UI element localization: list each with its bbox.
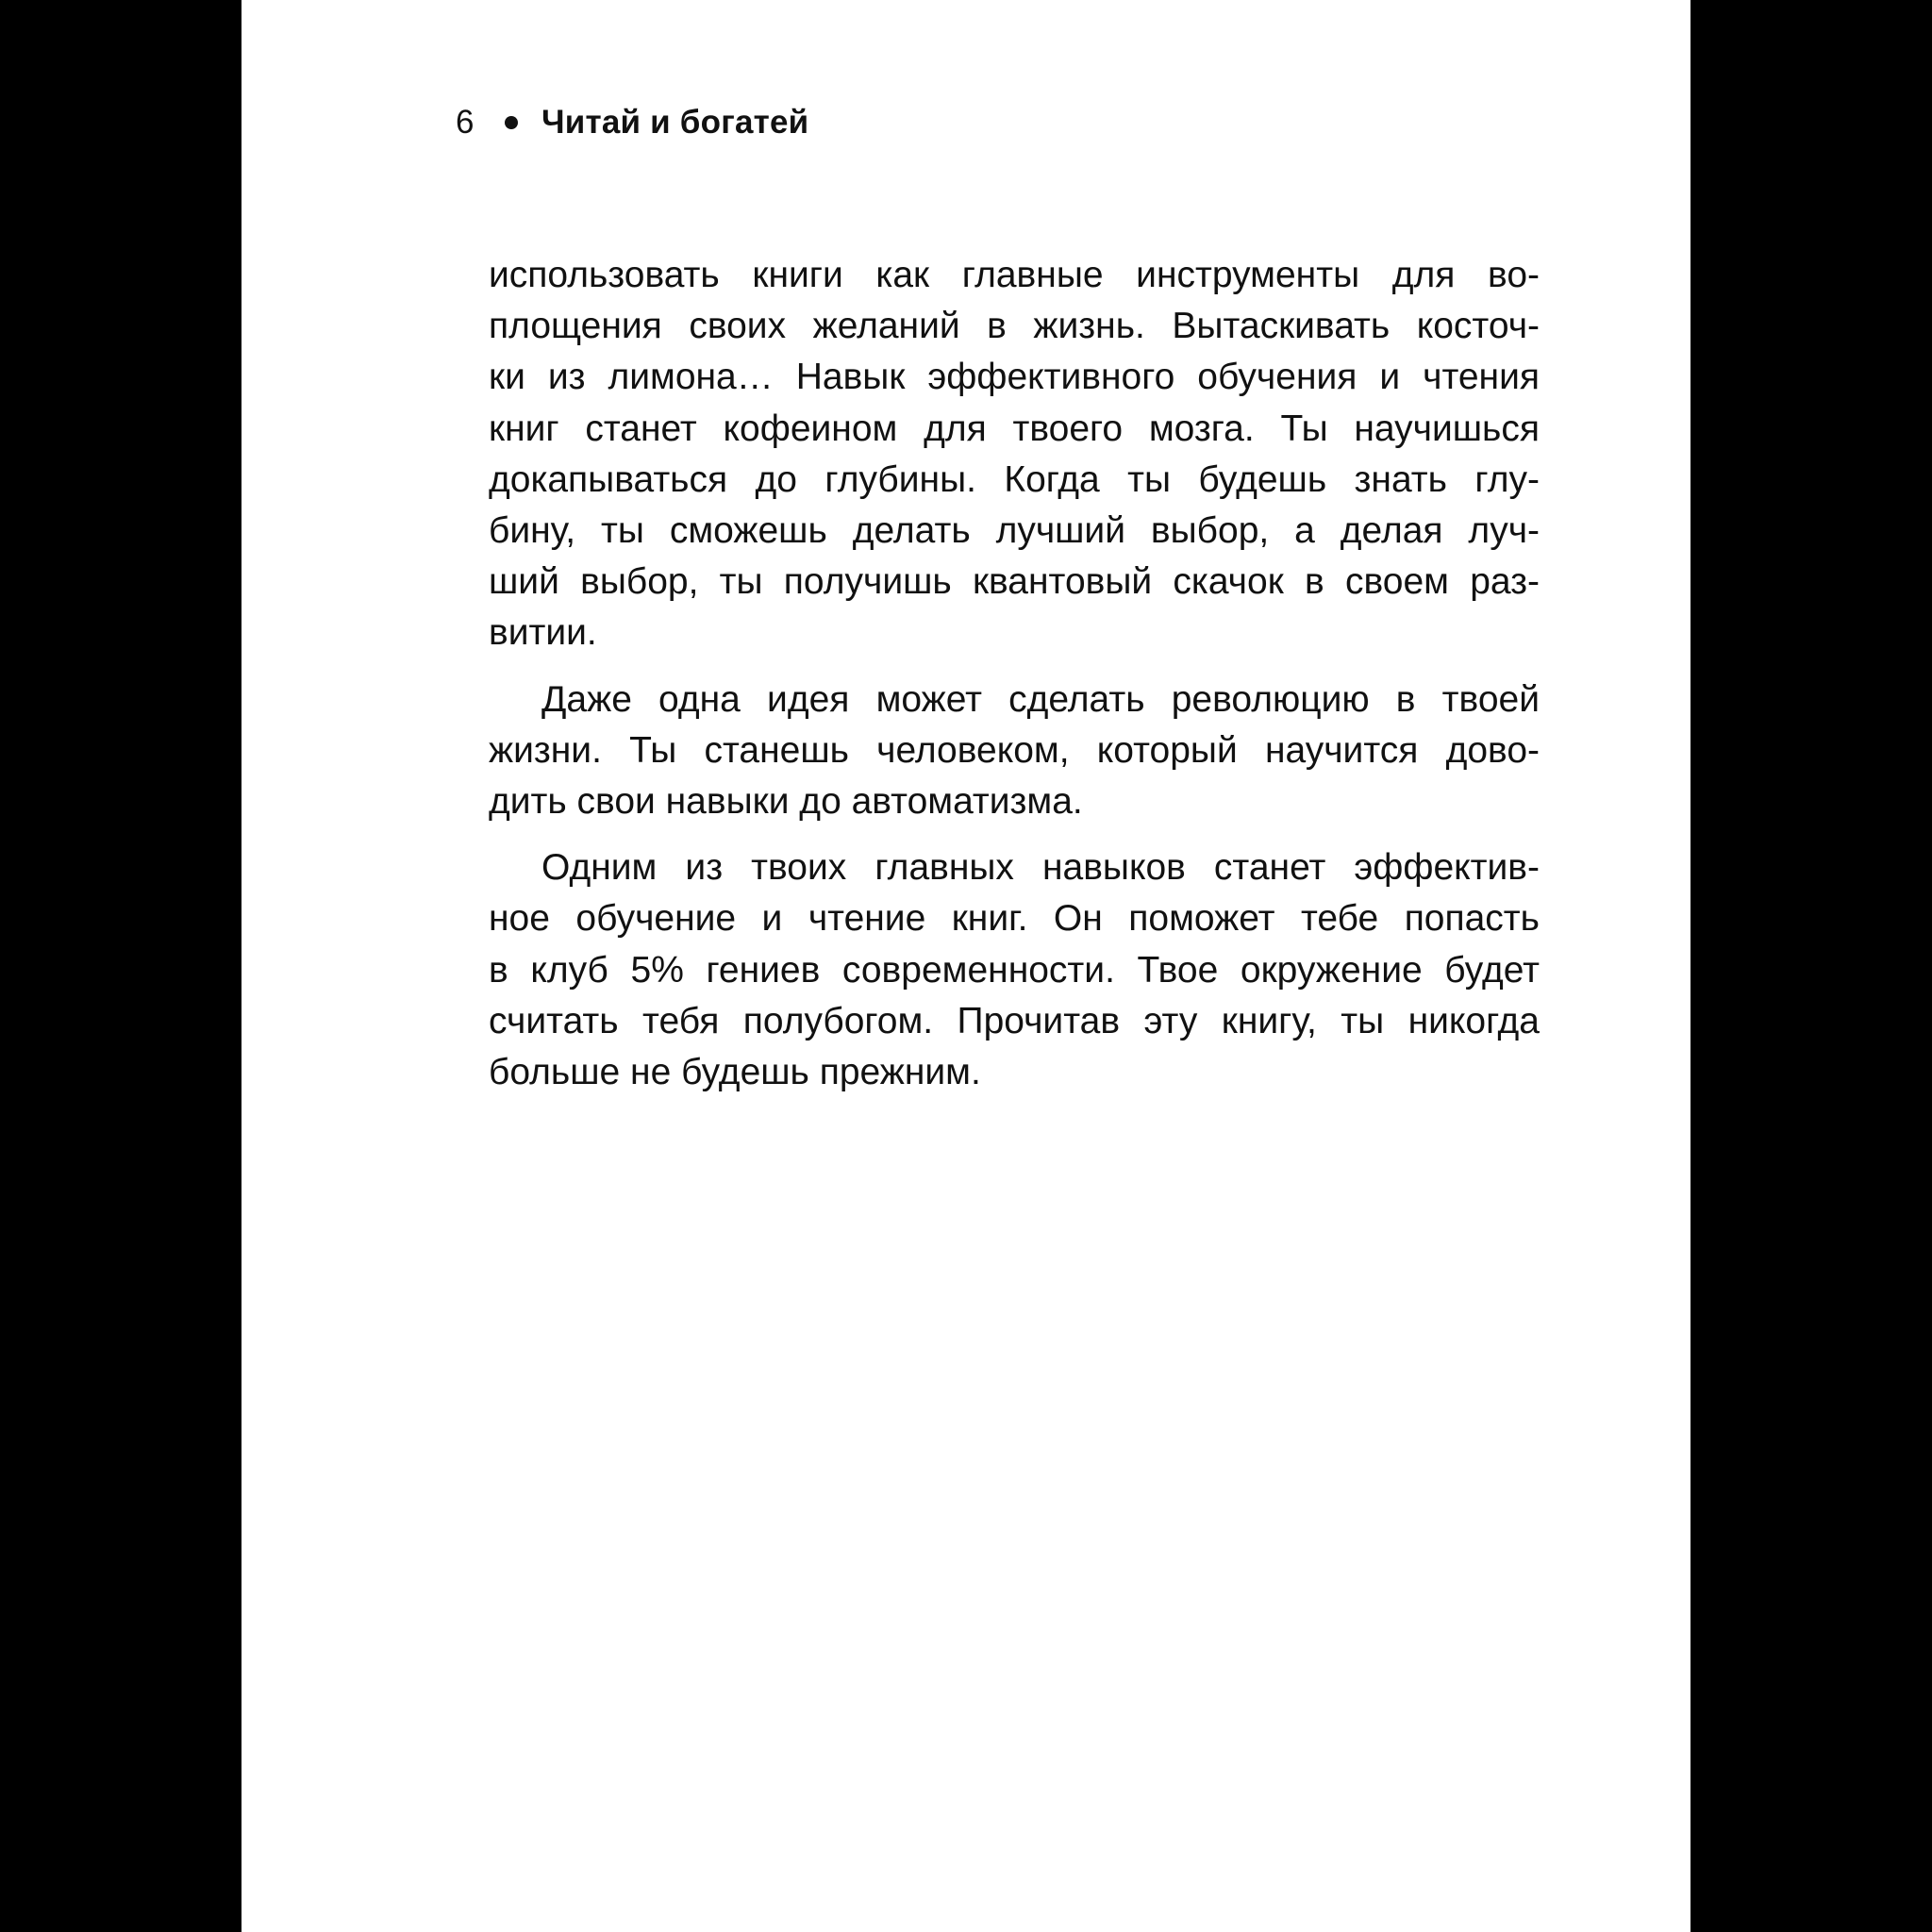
- text-line: жизни. Ты станешь человеком, который научится дово-: [489, 729, 1540, 771]
- text-line: витии.: [489, 612, 597, 654]
- running-head: [456, 98, 808, 147]
- text-line: больше не будешь прежним.: [489, 1052, 981, 1093]
- text-line: ки из лимона… Навык эффективного обучения и чтения: [489, 357, 1540, 398]
- text-line: ное обучение и чтение книг. Он поможет тебе попасть: [489, 898, 1540, 940]
- text-line: Даже одна идея может сделать революцию в твоей: [541, 678, 1540, 720]
- text-line: дить свои навыки до автоматизма.: [489, 781, 1083, 823]
- text-line: в клуб 5% гениев современности. Твое окружение будет: [489, 949, 1540, 991]
- text-line: Одним из твоих главных навыков станет эффектив-: [541, 847, 1540, 889]
- text-line: бину, ты сможешь делать лучший выбор, а делая луч-: [489, 510, 1540, 552]
- text-line: докапываться до глубины. Когда ты будешь знать глу-: [489, 458, 1540, 500]
- book-page: [242, 0, 1690, 1932]
- text-line: площения своих желаний в жизнь. Вытаскивать косточ-: [489, 306, 1540, 347]
- text-line: книг станет кофеином для твоего мозга. Ты научишься: [489, 408, 1540, 449]
- bullet-separator: [505, 116, 518, 129]
- paragraph-1: [489, 250, 1540, 659]
- body-text: [489, 250, 1540, 1113]
- text-line: ший выбор, ты получишь квантовый скачок в своем раз-: [489, 561, 1540, 603]
- text-line: использовать книги как главные инструменты для во-: [489, 255, 1540, 295]
- text-line: считать тебя полубогом. Прочитав эту книгу, ты никогда: [489, 1000, 1540, 1041]
- page-number: 6: [456, 104, 475, 141]
- paragraph-2: [489, 675, 1540, 828]
- paragraph-3: [489, 842, 1540, 1098]
- book-title: Читай и богатей: [541, 104, 809, 141]
